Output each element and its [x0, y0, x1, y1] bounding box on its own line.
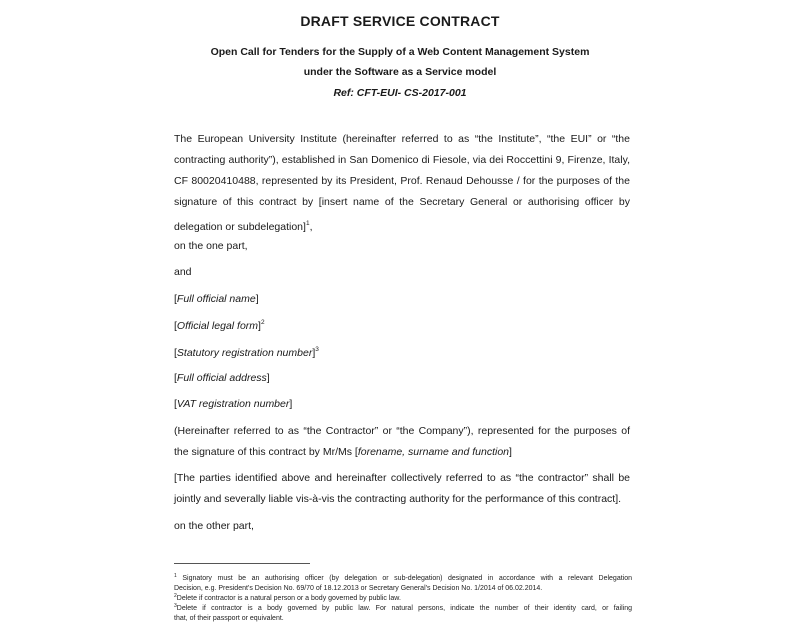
footnote-divider	[174, 563, 310, 564]
placeholder-text: Statutory registration number	[176, 347, 313, 359]
placeholder-text: Official legal form	[176, 320, 259, 332]
placeholder-text: VAT registration number	[176, 398, 290, 410]
and-text: and	[174, 266, 192, 278]
document-title: DRAFT SERVICE CONTRACT	[300, 13, 500, 29]
placeholder-text: Full official name	[176, 293, 256, 305]
field-full-official-name: [Full official name]	[174, 293, 259, 305]
reference-number: Ref: CFT-EUI- CS-2017-001	[333, 87, 467, 99]
placeholder-text: forename, surname and function	[357, 446, 510, 458]
footnote-2: $^2$Delete if contractor is a natural person or a body governed by public law.	[174, 593, 401, 602]
parties-line-1: [The parties identified above and hereinafter collectively referred to as “the contractor” shall be	[174, 472, 630, 484]
intro-line: contracting authority”), established in San Domenico di Fiesole, via dei Roccettini 9, Firenze, Italy,	[174, 154, 630, 166]
field-official-legal-form: [Official legal form]$^2$	[174, 319, 265, 332]
footnote-3: $^3$Delete if contractor is a body governed by public law. For natural persons, indicate the number of their identity card, or failing that, of their passport or equivalent.	[174, 603, 632, 622]
intro-tail: ,	[309, 221, 313, 233]
other-part-text: on the other part,	[174, 520, 254, 532]
intro-line: signature of this contract by [insert name of the Secretary General or authorising officer by	[174, 196, 630, 208]
field-statutory-registration: [Statutory registration number]$^3$	[174, 346, 319, 359]
intro-line-last	[174, 213, 630, 234]
field-full-official-address: [Full official address]	[174, 372, 270, 384]
contractor-line-1: (Hereinafter referred to as “the Contractor” or “the Company”), represented for the purposes of	[174, 425, 630, 437]
parties-line-2: jointly and severally liable vis-à-vis the contracting authority for the performance of this contract].	[174, 493, 622, 505]
field-vat-number: [VAT registration number]	[174, 398, 293, 410]
footnote-ref-1: 1	[305, 220, 310, 227]
footnote-ref-2: 2	[260, 319, 265, 326]
one-part-text: on the one part,	[174, 240, 248, 252]
subtitle-line-1: Open Call for Tenders for the Supply of a Web Content Management System	[210, 46, 590, 58]
subtitle-line-2: under the Software as a Service model	[303, 66, 497, 78]
placeholder-text: Full official address	[176, 372, 267, 384]
intro-line: The European University Institute (hereinafter referred to as “the Institute”, “the EUI” or “the	[174, 133, 630, 145]
footnote-ref-3: 3	[315, 346, 319, 353]
contractor-line-2: the signature of this contract by Mr/Ms [forename, surname and function]	[174, 446, 512, 458]
footnote-1: $^1$ Signatory must be an authorising officer (by delegation or sub-delegation) designated in accordance with a relevant Delegation Decision, e.g. President’s Decision No. 69/70 of 18.12.2013 or Secretary General’s Decision No. 1/2014 of 06.02.2014.	[174, 573, 632, 592]
intro-paragraph	[174, 129, 630, 234]
intro-line: delegation or subdelegation]	[174, 221, 306, 233]
intro-line: CF 80020410488, represented by its President, Prof. Renaud Dehousse / for the purposes of the	[174, 175, 630, 187]
